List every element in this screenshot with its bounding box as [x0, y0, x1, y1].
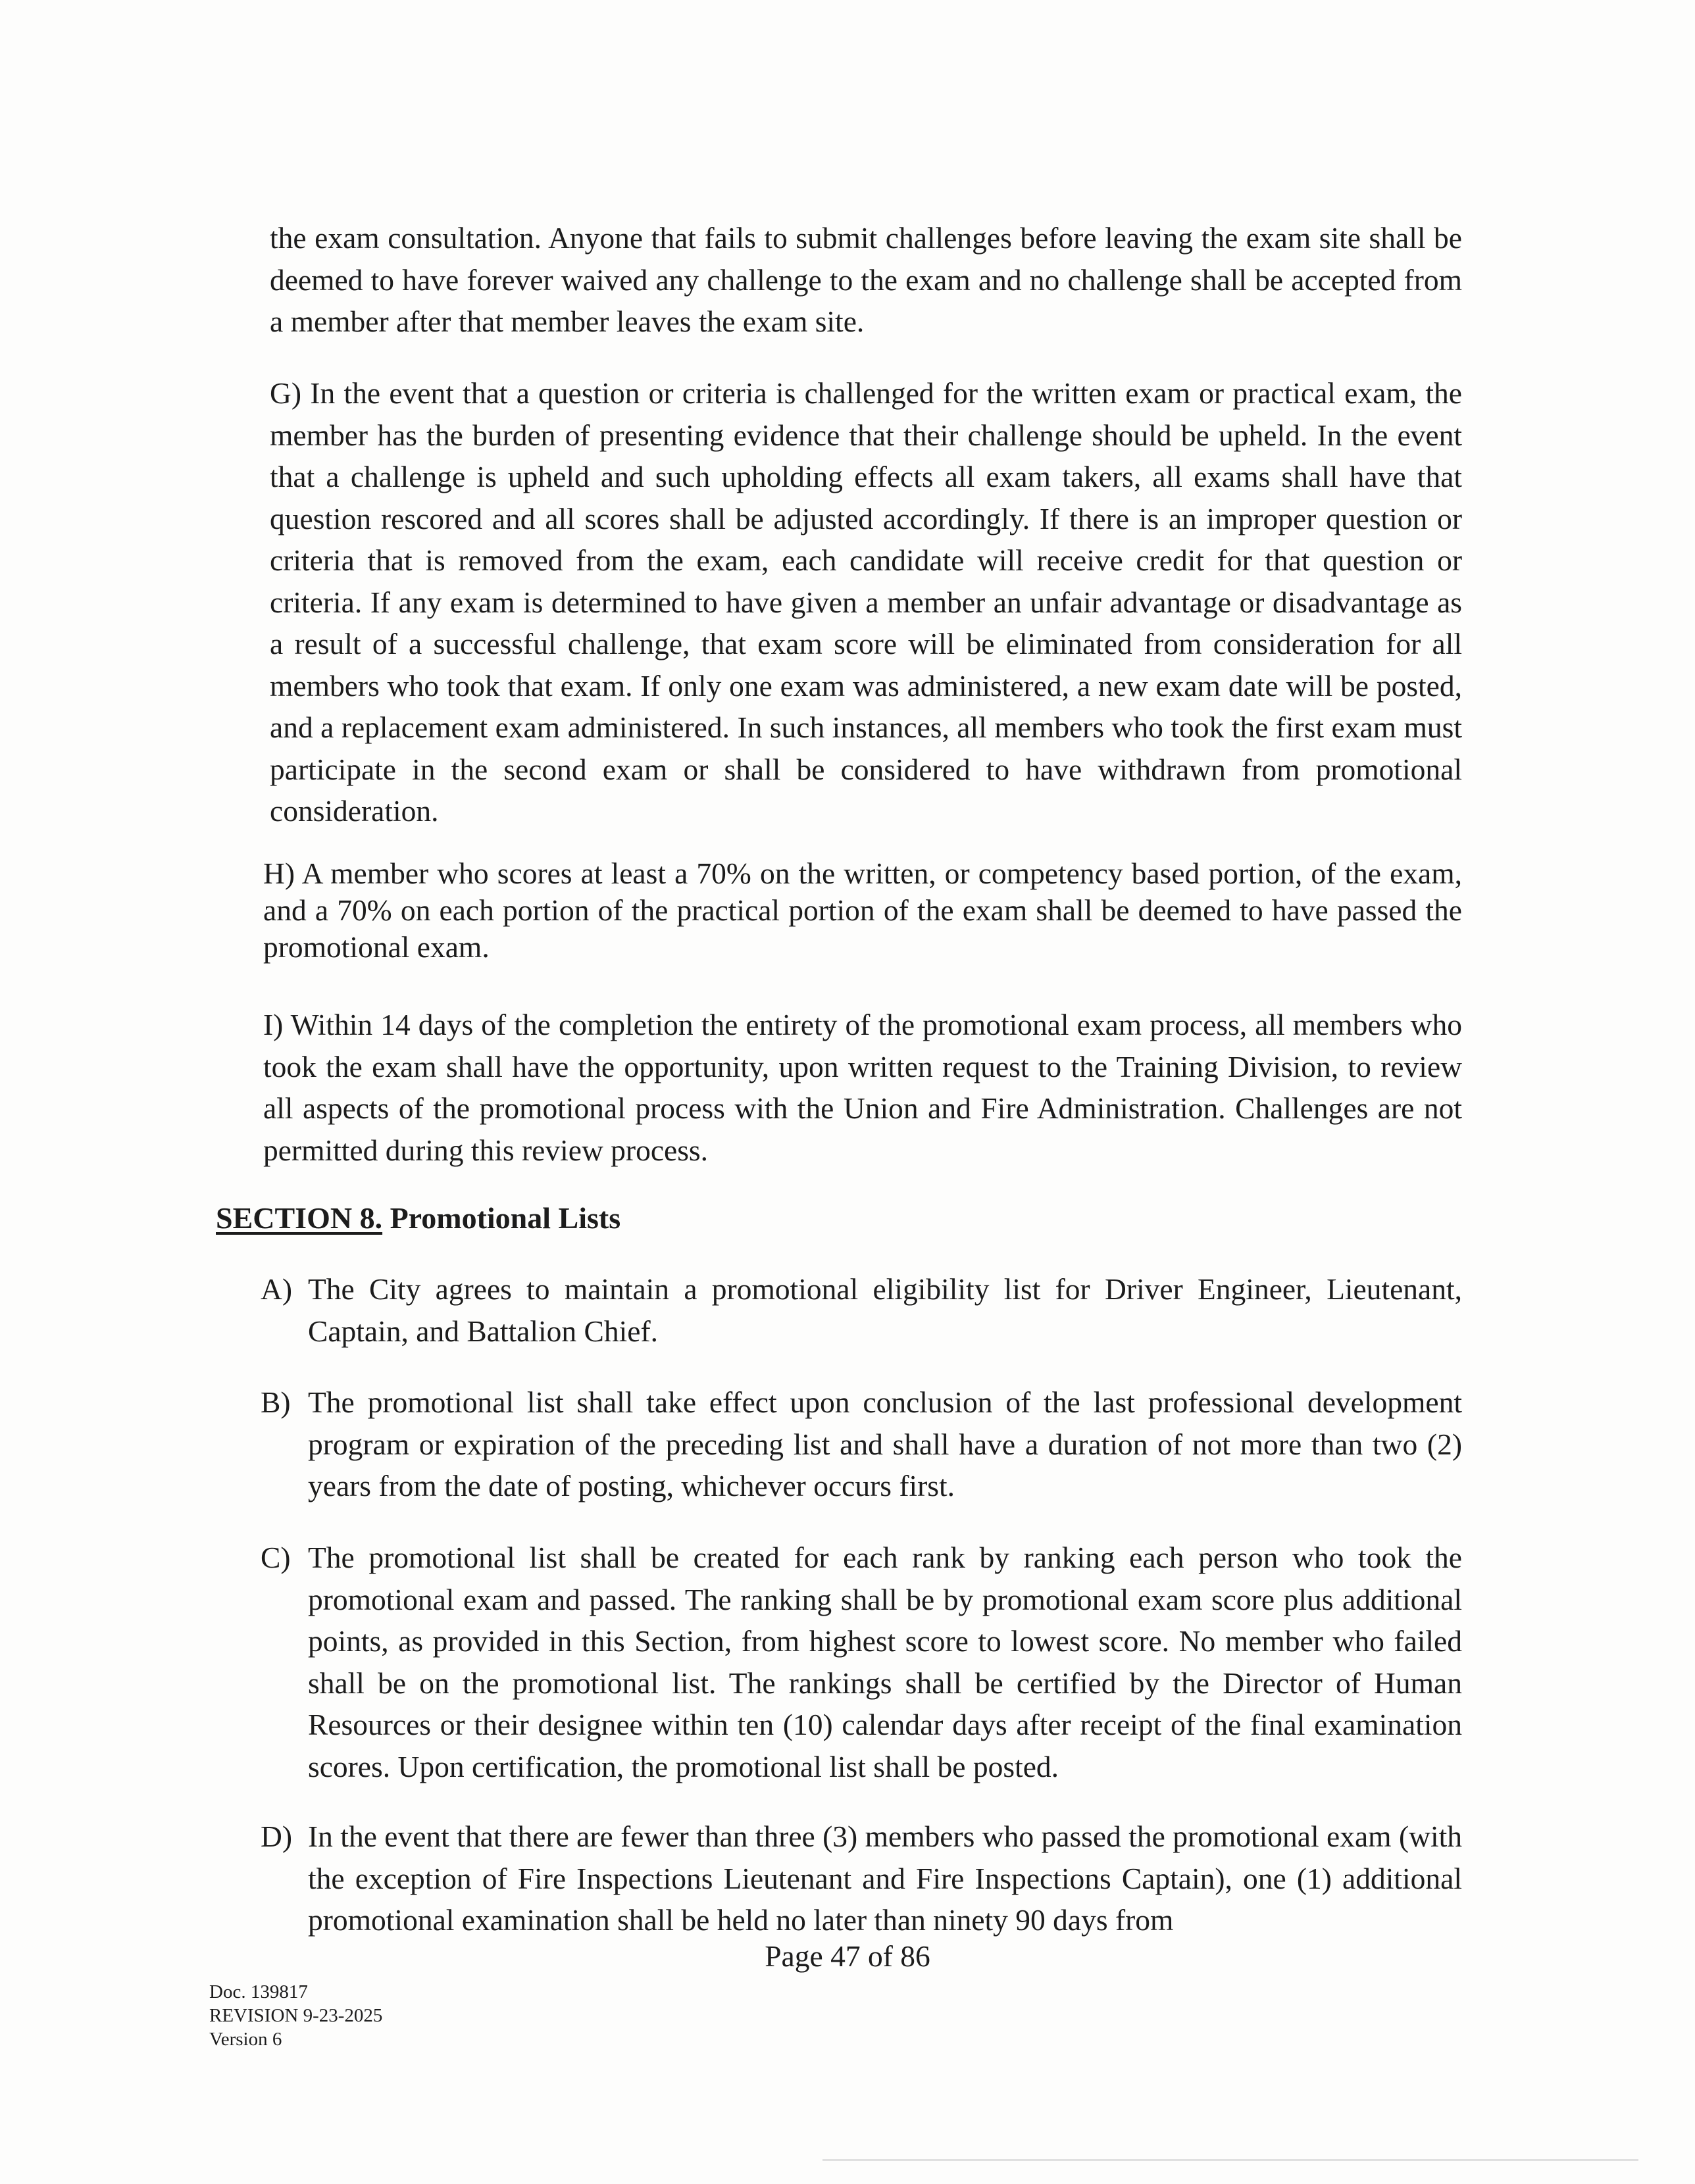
paragraph-i: I) Within 14 days of the completion the entirety of the promotional exam process, all members who took the exam shall have the opportunity, upon written request to the Training Division, to review all aspects of the promotional process with the Union and Fire Administration. Challenges are not permitted during this review process. [263, 1008, 1462, 1167]
list-item-text: The City agrees to maintain a promotional eligibility list for Driver Engineer, Lieutenant, Captain, and Battalion Chief. [308, 1272, 1462, 1348]
list-item-label: A) [261, 1272, 293, 1306]
revision-date: REVISION 9-23-2025 [209, 2005, 383, 2026]
list-item-b [261, 1381, 1462, 1507]
paragraph-g: G) In the event that a question or criteria is challenged for the written exam or practical exam, the member has the burden of presenting evidence that their challenge should be upheld. In the event that a challenge is upheld and such upholding effects all exam takers, all exams shall have that question rescored and all scores shall be adjusted accordingly. If there is an improper question or criteria that is removed from the exam, each candidate will receive credit for that question or criteria. If any exam is determined to have given a member an unfair advantage or disadvantage as a result of a successful challenge, that exam score will be eliminated from consideration for all members who took that exam. If only one exam was administered, a new exam date will be posted, and a replacement exam administered. In such instances, all members who took the first exam must participate in the second exam or shall be considered to have withdrawn from promotional consideration. [270, 376, 1462, 828]
page-number: Page 47 of 86 [765, 1939, 930, 1973]
version-label: Version 6 [209, 2029, 282, 2050]
list-item-label: D) [261, 1820, 293, 1853]
list-item-a [261, 1268, 1462, 1352]
list-item-text: The promotional list shall take effect upon conclusion of the last professional development program or expiration of the preceding list and shall have a duration of not more than two (2) years from the date of posting, whichever occurs first. [308, 1385, 1462, 1502]
list-item-c [261, 1537, 1462, 1787]
list-item-text: In the event that there are fewer than three (3) members who passed the promotional exam (with the exception of Fire Inspections Lieutenant and Fire Inspections Captain), one (1) additional promotional examination shall be held no later than ninety 90 days from [308, 1820, 1462, 1937]
document-info [209, 1980, 382, 2051]
list-item-label: B) [261, 1385, 291, 1419]
doc-number: Doc. 139817 [209, 1981, 308, 2002]
paragraph-f-continuation: the exam consultation. Anyone that fails to submit challenges before leaving the exam site shall be deemed to have forever waived any challenge to the exam and no challenge shall be accepted from a member after that member leaves the exam site. [270, 221, 1462, 338]
scan-artifact-line [822, 2159, 1638, 2161]
section-heading [216, 1197, 620, 1239]
section-number: SECTION 8. [216, 1201, 383, 1235]
section-title: Promotional Lists [390, 1201, 621, 1235]
list-item-d [261, 1816, 1462, 1941]
list-item-text: The promotional list shall be created for each rank by ranking each person who took the promotional exam and passed. The ranking shall be by promotional exam score plus additional points, as provided in this Section, from highest score to lowest score. No member who failed shall be on the promotional list. The rankings shall be certified by the Director of Human Resources or their designee within ten (10) calendar days after receipt of the final examination scores. Upon certification, the promotional list shall be posted. [308, 1541, 1462, 1783]
paragraph-h: H) A member who scores at least a 70% on the written, or competency based portion, of the exam, and a 70% on each portion of the practical portion of the exam shall be deemed to have passed the promotional exam. [263, 856, 1462, 964]
list-item-label: C) [261, 1541, 291, 1574]
